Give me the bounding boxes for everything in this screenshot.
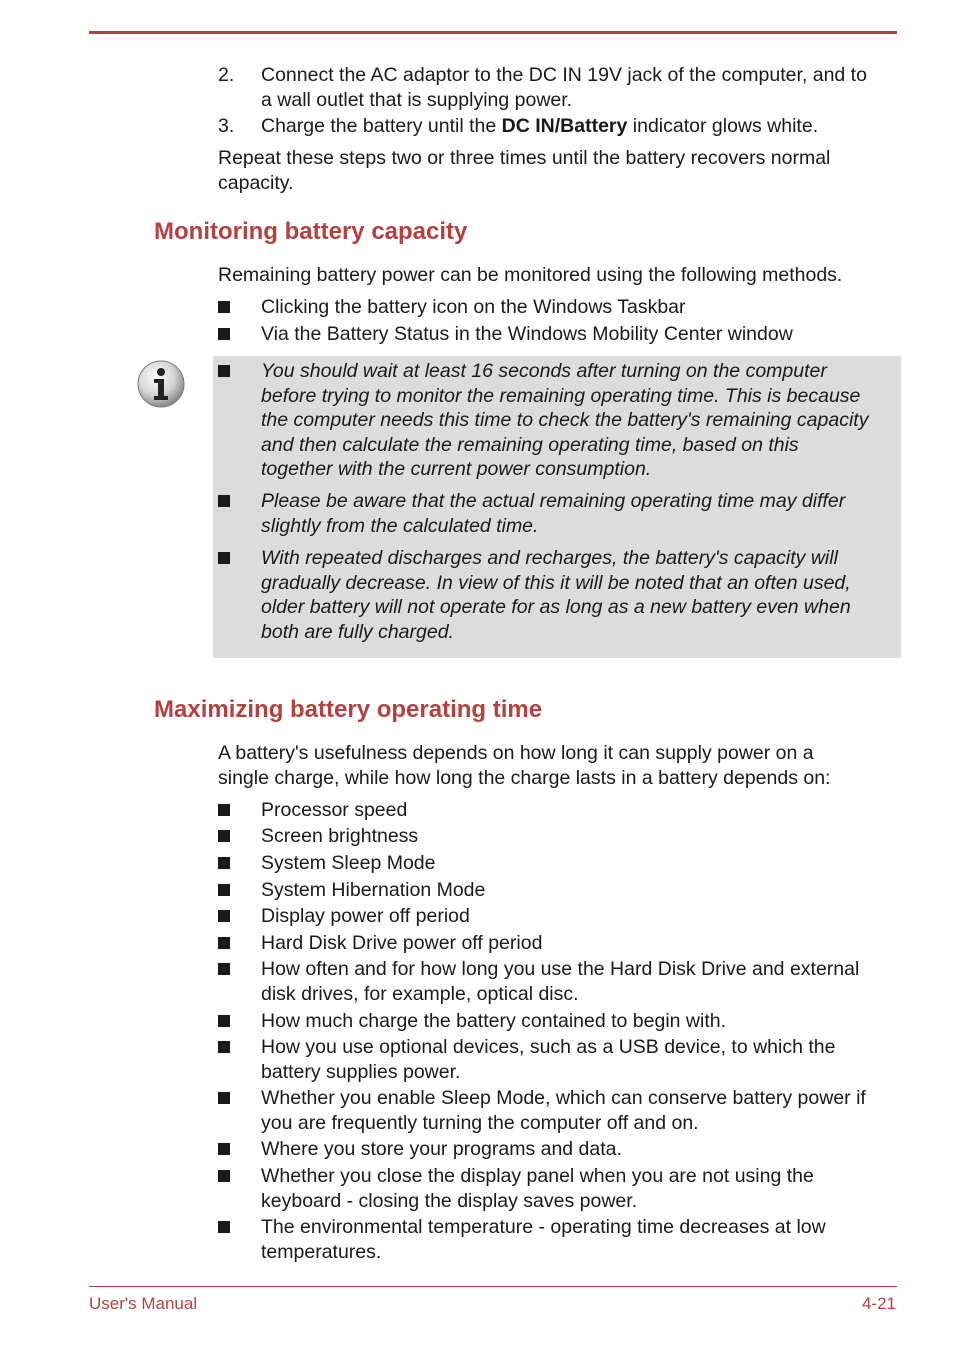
note-line: Please be aware that the actual remaining operating time may differ	[261, 490, 846, 512]
bullet-marker	[218, 857, 230, 869]
list-item-line: Screen brightness	[261, 825, 419, 847]
bullet-marker	[218, 552, 230, 564]
list-item	[261, 931, 901, 956]
list-item	[261, 851, 901, 876]
list-item-line: Processor speed	[261, 799, 408, 821]
list-item-line: System Sleep Mode	[261, 852, 436, 874]
paragraph-line: capacity.	[218, 171, 294, 194]
bullet-marker	[218, 1221, 230, 1233]
note-line: older battery will not operate for as long as a new battery even when	[261, 596, 851, 618]
list-item-line: keyboard - closing the display saves power.	[261, 1189, 638, 1212]
bullet-marker	[218, 1092, 230, 1104]
list-item	[261, 878, 901, 903]
bullet-marker	[218, 804, 230, 816]
step-text	[261, 114, 901, 139]
bullet-marker	[218, 301, 230, 313]
bullet-marker	[218, 937, 230, 949]
bullet-marker	[218, 495, 230, 507]
note-item	[261, 489, 901, 538]
bullet-marker	[218, 884, 230, 896]
list-item	[261, 824, 901, 849]
list-item: Via the Battery Status in the Windows Mobility Center window	[261, 323, 793, 345]
list-item	[261, 1137, 901, 1162]
note-line: together with the current power consumption.	[261, 458, 652, 480]
note-item	[261, 359, 901, 482]
bullet-marker	[218, 365, 230, 377]
section-intro	[218, 741, 908, 790]
step-text	[261, 63, 901, 112]
paragraph-line: Repeat these steps two or three times until the battery recovers normal	[218, 147, 831, 169]
list-item-line: Hard Disk Drive power off period	[261, 932, 543, 954]
section-intro: Remaining battery power can be monitored using the following methods.	[218, 264, 843, 286]
list-item-line: The environmental temperature - operating time decreases at low	[261, 1216, 826, 1238]
step-line: Connect the AC adaptor to the DC IN 19V jack of the computer, and to	[261, 64, 867, 86]
paragraph-line: single charge, while how long the charge lasts in a battery depends on:	[218, 766, 831, 789]
list-item-line: How much charge the battery contained to begin with.	[261, 1010, 727, 1032]
list-item	[261, 1035, 901, 1084]
bullet-marker	[218, 830, 230, 842]
step-text-suffix: indicator glows white.	[627, 115, 819, 137]
step-number: 2.	[218, 64, 235, 86]
section-heading-maximizing: Maximizing battery operating time	[154, 696, 543, 723]
bullet-marker	[218, 1143, 230, 1155]
repeat-paragraph	[218, 146, 908, 195]
list-item: Clicking the battery icon on the Windows Taskbar	[261, 296, 686, 318]
note-line: before trying to monitor the remaining operating time. This is because	[261, 384, 861, 407]
list-item-line: Where you store your programs and data.	[261, 1138, 622, 1160]
list-item-line: System Hibernation Mode	[261, 879, 486, 901]
list-item-line: Whether you enable Sleep Mode, which can conserve battery power if	[261, 1087, 866, 1109]
list-item	[261, 798, 901, 823]
list-item	[261, 1164, 901, 1213]
list-item	[261, 1009, 901, 1034]
list-item-line: Display power off period	[261, 905, 470, 927]
header-rule	[89, 31, 897, 34]
page-number: 4-21	[861, 1294, 896, 1313]
list-item-line: Whether you close the display panel when you are not using the	[261, 1165, 814, 1187]
section-heading-monitoring: Monitoring battery capacity	[154, 218, 468, 245]
step-number: 3.	[218, 115, 235, 137]
bullet-marker	[218, 328, 230, 340]
note-line: both are fully charged.	[261, 620, 454, 643]
note-line: slightly from the calculated time.	[261, 514, 539, 537]
list-item	[261, 957, 901, 1006]
note-line: the computer needs this time to check the battery's remaining capacity	[261, 409, 869, 431]
list-item-line: you are frequently turning the computer off and on.	[261, 1111, 699, 1134]
list-item-line: battery supplies power.	[261, 1060, 461, 1083]
note-line: and then calculate the remaining operating time, based on this	[261, 433, 799, 456]
bullet-marker	[218, 963, 230, 975]
paragraph-line: A battery's usefulness depends on how long it can supply power on a	[218, 742, 814, 764]
bullet-marker	[218, 1041, 230, 1053]
list-item-line: disk drives, for example, optical disc.	[261, 982, 579, 1005]
note-line: gradually decrease. In view of this it will be noted that an often used,	[261, 571, 851, 594]
step-line: a wall outlet that is supplying power.	[261, 88, 573, 111]
list-item	[261, 1215, 901, 1264]
list-item-line: How often and for how long you use the Hard Disk Drive and external	[261, 958, 860, 980]
list-item	[261, 1086, 901, 1135]
footer-manual-title: User's Manual	[89, 1294, 198, 1313]
step-text-prefix: Charge the battery until the	[261, 115, 502, 137]
list-item-line: temperatures.	[261, 1240, 382, 1263]
list-item	[261, 904, 901, 929]
bullet-marker	[218, 910, 230, 922]
note-item	[261, 546, 901, 644]
info-icon	[137, 360, 185, 408]
bullet-marker	[218, 1170, 230, 1182]
bullet-marker	[218, 1015, 230, 1027]
note-line: You should wait at least 16 seconds after turning on the computer	[261, 360, 827, 382]
note-line: With repeated discharges and recharges, the battery's capacity will	[261, 547, 838, 569]
footer-rule	[89, 1286, 897, 1287]
list-item-line: How you use optional devices, such as a USB device, to which the	[261, 1036, 836, 1058]
dc-in-battery-label: DC IN/Battery	[501, 115, 628, 137]
